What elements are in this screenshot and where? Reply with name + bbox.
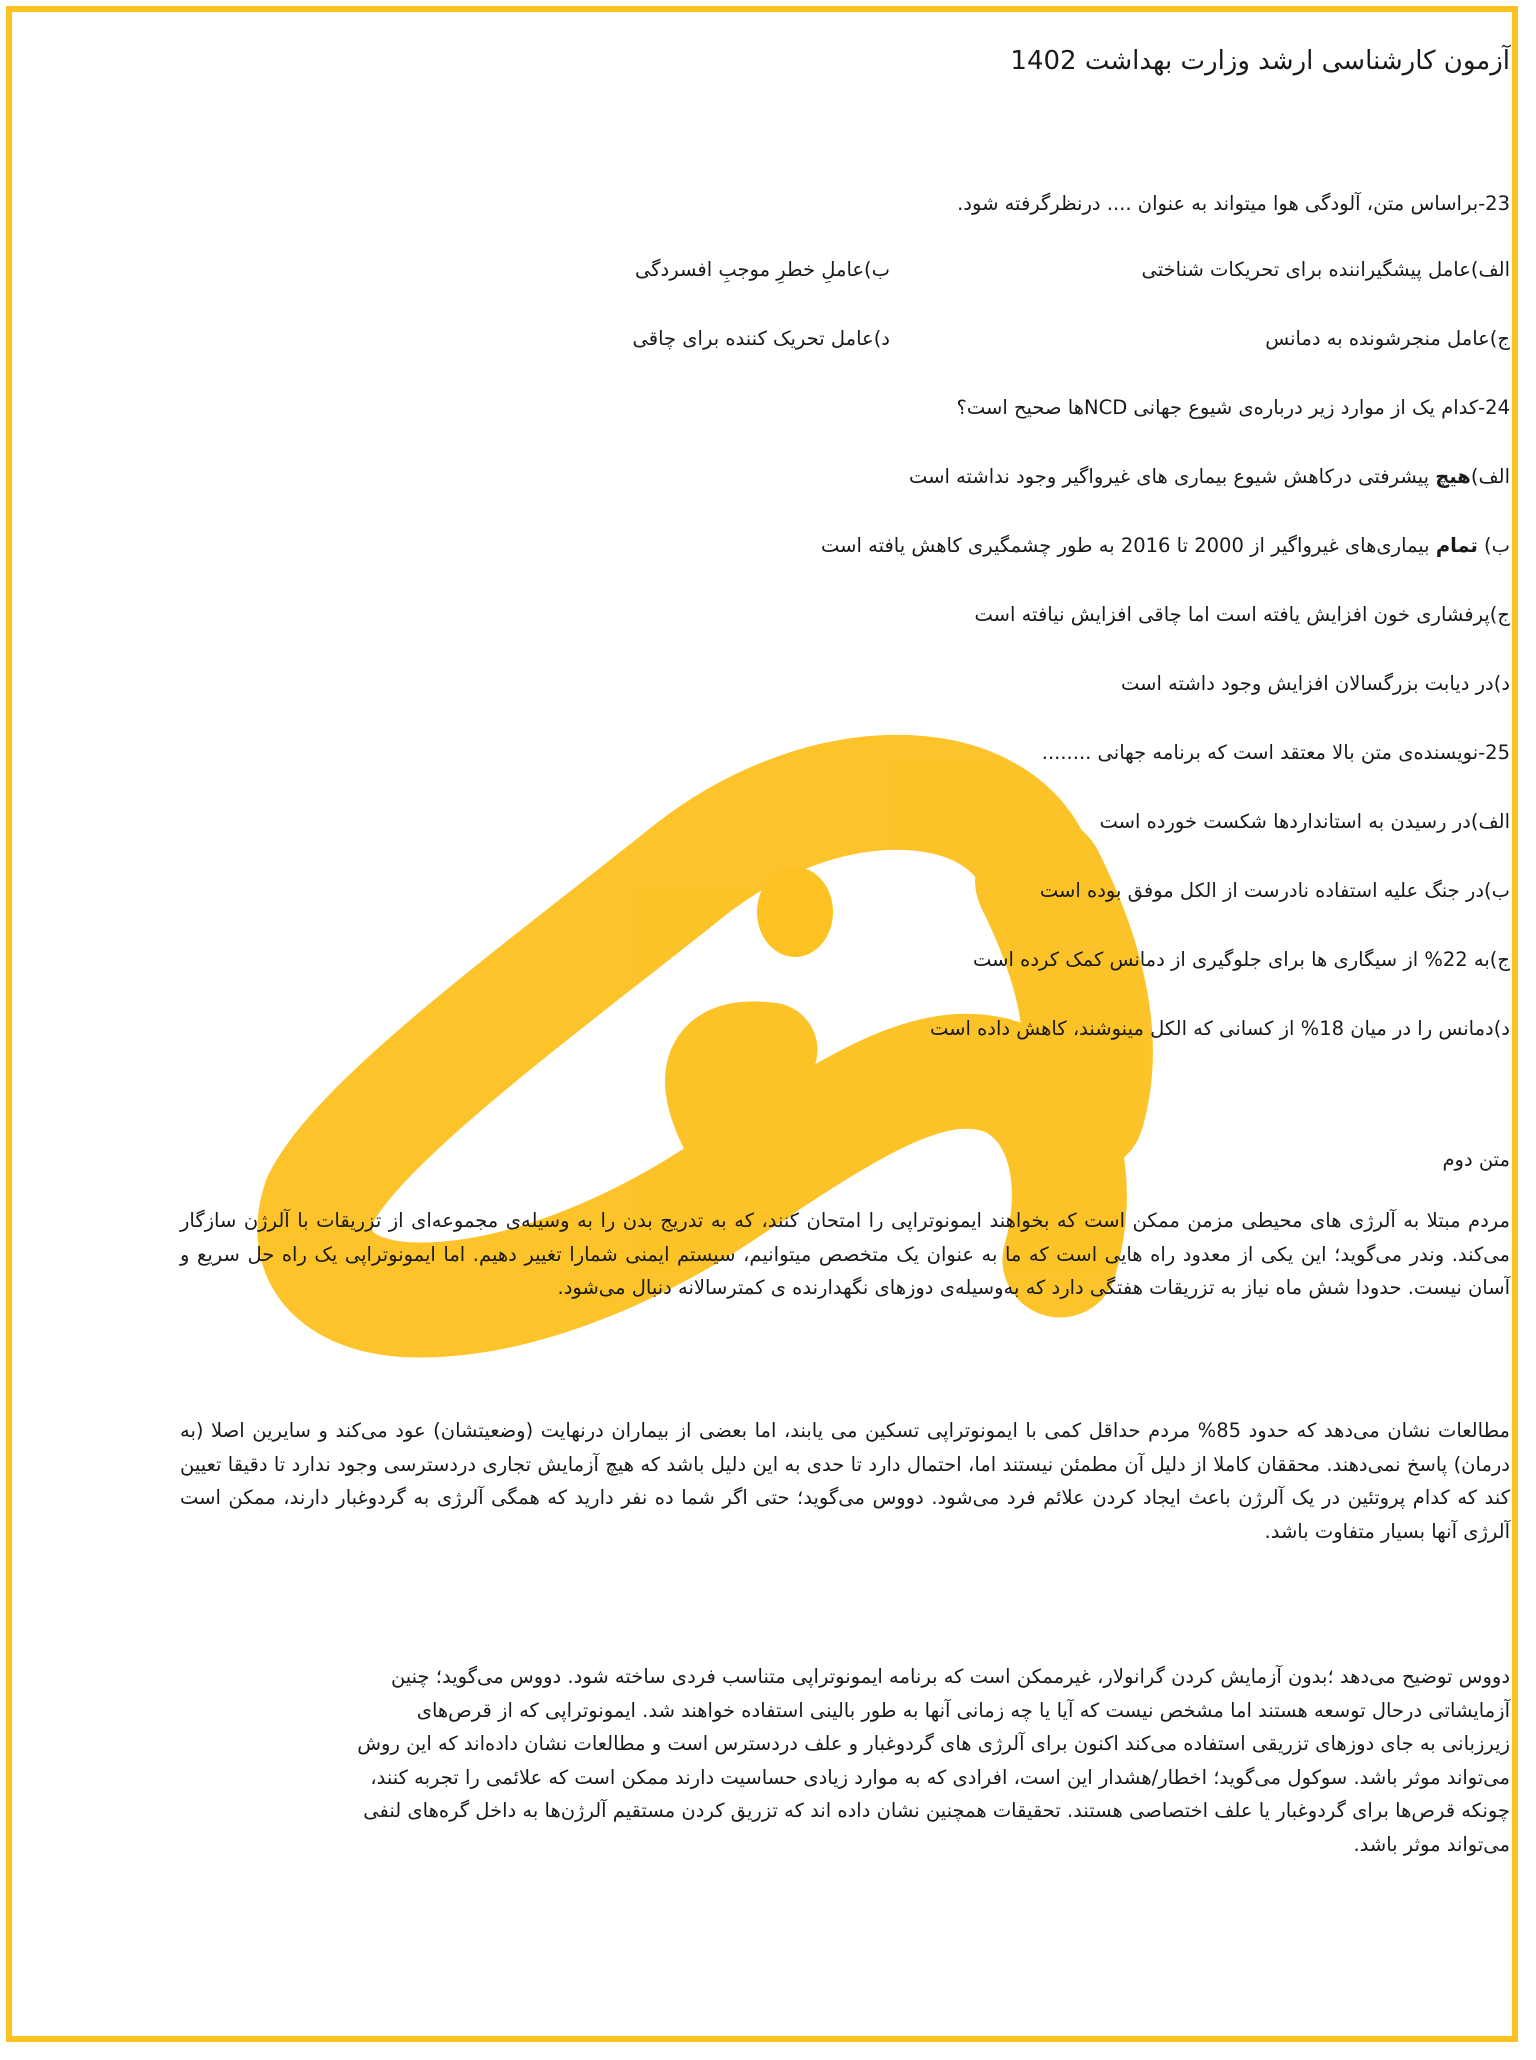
passage-paragraph-1: مردم مبتلا به آلرژی های محیطی مزمن ممکن است که بخواهند ایمونوتراپی را امتحان کنند، که به تدریج بدن را به وسیله‌ی مجموعه‌ای از تزریقات با آلرژن سازگار می‌کند. وندر می‌گوید؛ این یکی از معدود راه هایی است که ما به عنوان یک متخصص میتوانیم، سیستم ایمنی شمارا تغییر دهیم. اما ایمونوتراپی یک راه حل سریع و آسان نیست. حدودا شش ماه نیاز به تزریقات هفتگی دارد که به‌وسیله‌ی دوزهای نگهدارنده ی کمترسالانه دنبال می‌شود. [180,1209,1510,1299]
emphasis-word: هیچ [1435,465,1471,488]
question-24-option-c: ج)پرفشاری خون افزایش یافته است اما چاقی افزایش نیافته است [974,603,1510,626]
passage-paragraph-2: مطالعات نشان می‌دهد که حدود 85% مردم حداقل کمی با ایمونوتراپی تسکین می یابند، اما بعضی از بیماران درنهایت (وضعیتشان) عود می‌کند و سایرین اصلا (به درمان) پاسخ نمی‌دهند. محققان کاملا از دلیل آن مطمئن نیستند اما، احتمال دارد تا حدی به این دلیل باشد که هیچ آزمایش تجاری دردسترسی وجود ندارد تا دقیقا تعیین کند که کدام پروتئین در یک آلرژن باعث ایجاد کردن علائم فرد می‌شود. دووس می‌گوید؛ حتی اگر شما ده نفر دارید که همگی آلرژی به گردوغبار دارند، ممکن است آلرژی آنها بسیار متفاوت باشد. [180,1419,1511,1543]
question-24-option-a [909,465,1510,488]
question-24-option-b [821,534,1510,557]
page-title: آزمون کارشناسی ارشد وزارت بهداشت 1402 [1010,46,1510,76]
emphasis-word: تمام [1435,534,1478,557]
question-25-option-a: الف)در رسیدن به استانداردها شکست خورده است [1099,810,1510,833]
option-prefix: ب) [1477,534,1510,557]
question-23-option-a: الف)عامل پیشگیراننده برای تحریکات شناختی [1141,258,1510,281]
question-24-stem: 24-کدام یک از موارد زیر درباره‌ی شیوع جهانی NCDها صحیح است؟ [956,396,1510,419]
option-text: پیشرفتی درکاهش شیوع بیماری های غیرواگیر وجود نداشته است [908,465,1436,488]
question-23-stem: 23-براساس متن، آلودگی هوا میتواند به عنوان .... درنظرگرفته شود. [957,192,1510,215]
question-23-option-c: ج)عامل منجرشونده به دمانس [1265,327,1510,350]
question-24-option-d: د)در دیابت بزرگسالان افزایش وجود داشته است [1121,672,1510,695]
option-text: بیماری‌های غیرواگیر از 2000 تا 2016 به طور چشمگیری کاهش یافته است [821,534,1436,557]
question-23-option-b: ب)عاملِ خطرِ موجبِ افسردگی [635,258,890,281]
document-body [170,0,1510,2060]
passage-paragraph-3: دووس توضیح می‌دهد ؛بدون آزمایش کردن گرانولار، غیرممکن است که برنامه ایمونوتراپی متناسب فردی ساخته شود. دووس می‌گوید؛ چنین آزمایشاتی درحال توسعه هستند اما مشخص نیست که آیا یا چه زمانی آنها به طور بالینی استفاده خواهند شد. ایمونوتراپی که از قرص‌های زیرزبانی به جای دوزهای تزریقی استفاده می‌کند اکنون برای آلرژی های گردوغبار و علف دردسترس است و مطالعات نشان داده‌اند که این روش می‌تواند موثر باشد. سوکول می‌گوید؛ اخطار/هشدار این است، افرادی که به موارد زیادی حساسیت دارند ممکن است که علائمی را تجربه کنند، چونکه قرص‌ها برای گردوغبار یا علف اختصاصی هستند. تحقیقات همچنین نشان داده اند که تزریق کردن مستقیم آلرژن‌ها به داخل گره‌های لنفی می‌تواند موثر باشد. [357,1665,1510,1856]
question-25-stem: 25-نویسنده‌ی متن بالا معتقد است که برنامه جهانی ........ [1041,741,1510,764]
question-25-option-c: ج)به 22% از سیگاری ها برای جلوگیری از دمانس کمک کرده است [973,948,1510,971]
passage-heading: متن دوم [1442,1148,1510,1171]
question-25-option-b: ب)در جنگ علیه استفاده نادرست از الکل موفق بوده است [1039,879,1510,902]
question-23-option-d: د)عامل تحریک کننده برای چاقی [632,327,890,350]
question-25-option-d: د)دمانس را در میان 18% از کسانی که الکل مینوشند، کاهش داده است [929,1017,1510,1040]
option-prefix: الف) [1470,465,1510,488]
